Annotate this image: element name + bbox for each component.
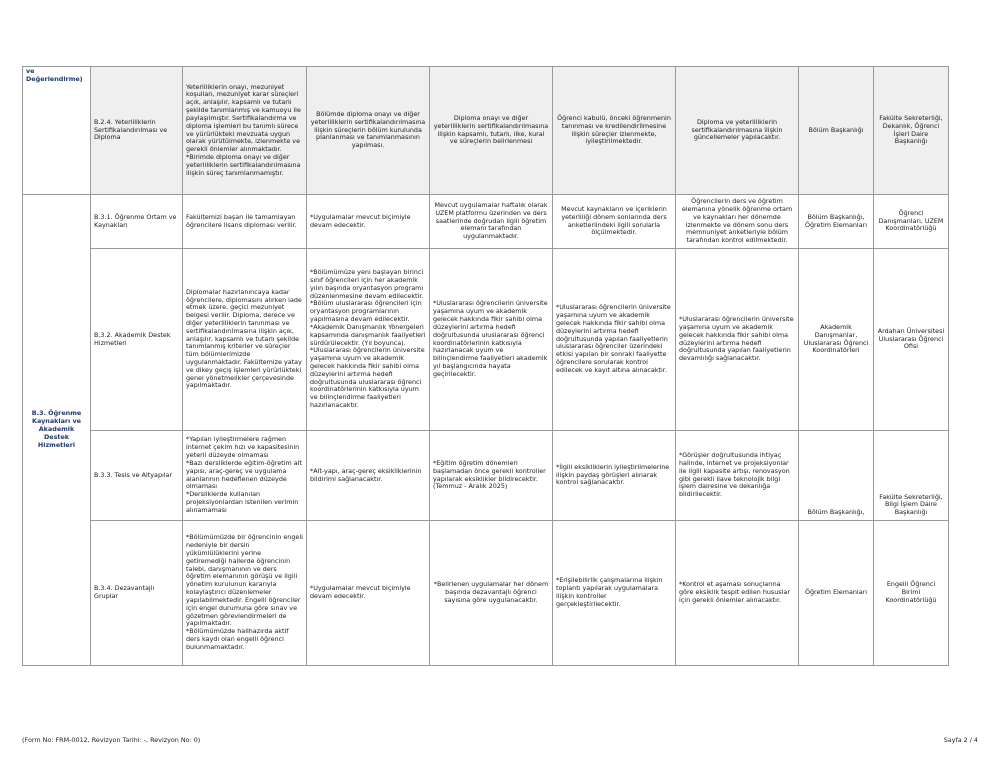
criterion-code-b31: B.3.1. Öğrenme Ortam ve Kaynakları xyxy=(91,195,183,249)
table-row-b34 xyxy=(23,521,949,666)
responsible-b34: Öğretim Elemanları xyxy=(799,521,874,666)
category-cell-b2: ve Değerlendirme) xyxy=(23,67,91,195)
criterion-code-b32: B.3.2. Akademik Destek Hizmetleri xyxy=(91,249,183,431)
action-plan-table xyxy=(22,66,949,666)
criterion-code-b33: B.3.3. Tesis ve Altyapılar xyxy=(91,431,183,521)
responsible-b33: Bölüm Başkanlığı, xyxy=(799,431,874,521)
category-cell-b3: B.3. Öğrenme Kaynakları ve Akademik Destek Hizmetleri xyxy=(23,195,91,666)
responsible-b31: Bölüm Başkanlığı, Öğretim Elemanları xyxy=(799,195,874,249)
planned-action-b24: Bölümde diploma onayı ve diğer yeterliliklerin sertifikalandırılmasına ilişkin süreçlerin bölüm kurulunda planlanması ve tanımlanmasının yapılması. xyxy=(307,67,430,195)
planned-action-b32: *Bölümümüze yeni başlayan birinci sınıf öğrencileri için her akademik yılın başında oryantasyon programı düzenlenmesine devam edilecektir. *Bölüm uluslararası öğrencileri için oryantasyon programlarının yapılmasına devam edilecektir. *Akademik Danışmanlık Yönergeleri kapsamında danışmanlık faaliyetleri sürdürülecektir. (Yıl boyunca). *Uluslararası öğrencilerin üniversite yaşamına uyum ve akademik gelecek hakkında fikir sahibi olma düzeylerini artırma hedefi doğrultusunda uluslararası öğrenci koordinatörlerinin katkısıyla uyum ve bilinçlendirme faaliyetleri hazırlanacaktır. xyxy=(307,249,430,431)
cooperation-b34: Engelli Öğrenci Birimi Koordinatörlüğü xyxy=(874,521,949,666)
indicator-b33: *İlgili eksikliklerin iyileştirilmelerine ilişkin paydaş görüşleri alınarak kontrol sağlanacaktır. xyxy=(553,431,676,521)
form-info: (Form No: FRM-0012, Revizyon Tarihi: -, Revizyon No: 0) xyxy=(22,736,201,744)
table-row-b31 xyxy=(23,195,949,249)
responsible-b24: Bölüm Başkanlığı xyxy=(799,67,874,195)
target-b34: *Belirlenen uygulamalar her dönem başında dezavantajlı öğrenci sayısına göre uygulanacaktır. xyxy=(430,521,553,666)
monitoring-b32: *Uluslararası öğrencilerin üniversite yaşamına uyum ve akademik gelecek hakkında fikir sahibi olma düzeylerini artırma hedefi doğrultusunda yapılan faaliyetlerin devamlılığı sağlanacaktır. xyxy=(676,249,799,431)
monitoring-b24: Diploma ve yeterliliklerin sertifikalandırılmasına ilişkin güncellemeler yapılacaktır. xyxy=(676,67,799,195)
target-b33: *Eğitim öğretim dönemleri başlamadan önce gerekli kontroller yapılarak eksiklikler bildirecektir. (Temmuz - Aralık 2025) xyxy=(430,431,553,521)
planned-action-b33: *Alt-yapı, araç-gereç eksikliklerinin bildirimi sağlanacaktır. xyxy=(307,431,430,521)
page-number: Sayfa 2 / 4 xyxy=(943,736,978,744)
table-row-b24 xyxy=(23,67,949,195)
monitoring-b34: *Kontrol et aşaması sonuçlarına göre eksiklik tespit edilen hususlar için gerekli önlemler alınacaktır. xyxy=(676,521,799,666)
cooperation-b31: Öğrenci Danışmanları, UZEM Koordinatörlüğü xyxy=(874,195,949,249)
current-status-b24: Yeterliliklerin onayı, mezuniyet koşulları, mezuniyet karar süreçleri açık, anlaşılır, kapsamlı ve tutarlı şekilde tanımlanmış ve kamuoyu ile paylaşılmıştır. Sertifikalandırma ve diploma işlemleri bu tanımlı sürece ve yürürlükteki mevzuata uygun olarak yürütülmekte, izlenmekte ve gerekli önlemler alınmaktadır. *Birimde diploma onayı ve diğer yeterliliklerin sertifikalandırılmasına ilişkin süreç tanımlanmamıştır. xyxy=(183,67,307,195)
current-status-b33: *Yapılan iyileştirmelere rağmen internet çekim hızı ve kapasitesinin yeterli düzeyde olmaması *Bazı dersliklerde eğitim-öğretim alt yapısı, araç-gereç ve uygulama alanlarının hedeflenen düzeyde olmaması *Dersliklerde kullanılan projeksiyonlardan istenilen verimin alınamaması xyxy=(183,431,307,521)
criterion-code-b34: B.3.4. Dezavantajlı Gruplar xyxy=(91,521,183,666)
cooperation-b24: Fakülte Sekreterliği, Dekanlık, Öğrenci İşleri Daire Başkanlığı xyxy=(874,67,949,195)
monitoring-b31: Öğrencilerin ders ve öğretim elemanına yönelik öğrenme ortam ve kaynakları her dönemde izlenmekte ve dönem sonu ders memnuniyet anketleriyle bölüm tarafından kontrol edilmektedir. xyxy=(676,195,799,249)
planned-action-b31: *Uygulamalar mevcut biçimiyle devam edecektir. xyxy=(307,195,430,249)
table-row-b32 xyxy=(23,249,949,431)
current-status-b32: Diplomalar hazırlanıncaya kadar öğrencilere, diplomasını alırken iade etmek üzere, geçici mezuniyet belgesi verilir. Diploma, derece ve diğer yeterliliklerin tanınması ve sertifikalandırılmasına ilişkin açık, anlaşılır, kapsamlı ve tutarlı şekilde tanımlanmış kriterler ve süreçler tüm bölümlerimizde uygulanmaktadır. Fakültemize yatay ve dikey geçiş işlemleri yürürlükteki genel yönetmelikler çerçevesinde yapılmaktadır. xyxy=(183,249,307,431)
indicator-b34: *Erişilebilirlik çalışmalarına ilişkin toplantı yapılarak uygulamalara ilişkin kontroller gerçekleştirilecektir. xyxy=(553,521,676,666)
indicator-b32: *Uluslararası öğrencilerin üniversite yaşamına uyum ve akademik gelecek hakkında fikir sahibi olma düzeylerini artırma hedefi doğrultusunda yapılan faaliyetlerin uluslararası öğrenciler üzerindeki etkisi yapılan bir sonraki faaliyette öğrencilere sorularak kontrol edilecek ve kayıt altına alınacaktır. xyxy=(553,249,676,431)
cooperation-b32: Ardahan Üniversitesi Uluslararası Öğrenci Ofisi xyxy=(874,249,949,431)
current-status-b31: Fakültemizi başarı ile tamamlayan öğrencilere lisans diploması verilir. xyxy=(183,195,307,249)
target-b24: Diploma onayı ve diğer yeterliliklerin sertifikalandırılmasına ilişkin kapsamlı, tutarlı, ilke, kural ve süreçlerin belirlenmesi xyxy=(430,67,553,195)
monitoring-b33: *Görüşler doğrultusunda ihtiyaç halinde, internet ve projeksiyonlar ile ilgili kapasite artışı, renovasyon gibi gerekli ilave teknolojik bilgi işlem dairesine ve dekanlığa bildirilecektir. xyxy=(676,431,799,521)
target-b32: *Uluslararası öğrencilerin üniversite yaşamına uyum ve akademik gelecek hakkında fikir sahibi olma düzeylerini artırma hedefi doğrultusunda uluslararası öğrenci koordinatörlerinin katkısıyla hazırlanacak uyum ve bilinçlendirme faaliyetleri akademik yıl başlangıcında hayata geçirilecektir. xyxy=(430,249,553,431)
table-row-b33 xyxy=(23,431,949,521)
indicator-b24: Öğrenci kabulü, önceki öğrenmenin tanınması ve kredilendirilmesine ilişkin süreçler izlenmekte, iyileştirilmektedir. xyxy=(553,67,676,195)
current-status-b34: *Bölümümüzde bir öğrencinin engeli nedeniyle bir dersin yükümlülüklerini yerine getiremediği hallerde öğrencinin talebi, danışmanının ve ders öğretim elemanının görüşü ve ilgili yönetim kurulunun kararıyla kolaylaştırıcı düzenlemeler yapılabilmektedir. Engelli öğrenciler için engel durumuna göre sınav ve gözetmen görevlendirmeleri de yapılmaktadır. *Bölümümüzde halihazırda aktif ders kaydı olan engelli öğrenci bulunmamaktadır. xyxy=(183,521,307,666)
criterion-code-b24: B.2.4. Yeterliliklerin Sertifikalandırılması ve Diploma xyxy=(91,67,183,195)
target-b31: Mevcut uygulamalar haftalık olarak UZEM platformu üzerinden ve ders saatlerinde doğrudan ilgili öğretim elemanı tarafından uygulanmaktadır. xyxy=(430,195,553,249)
cooperation-b33: Fakülte Sekreterliği, Bilgi İşlem Daire Başkanlığı xyxy=(874,431,949,521)
indicator-b31: Mevcut kaynakların ve içeriklerin yeterliliği dönem sonlarında ders anketleriindeki ilgili sorularla ölçülmektedir. xyxy=(553,195,676,249)
planned-action-b34: *Uygulamalar mevcut biçimiyle devam edecektir. xyxy=(307,521,430,666)
responsible-b32: Akademik Danışmanlar, Uluslararası Öğrenci Koordinatörleri xyxy=(799,249,874,431)
